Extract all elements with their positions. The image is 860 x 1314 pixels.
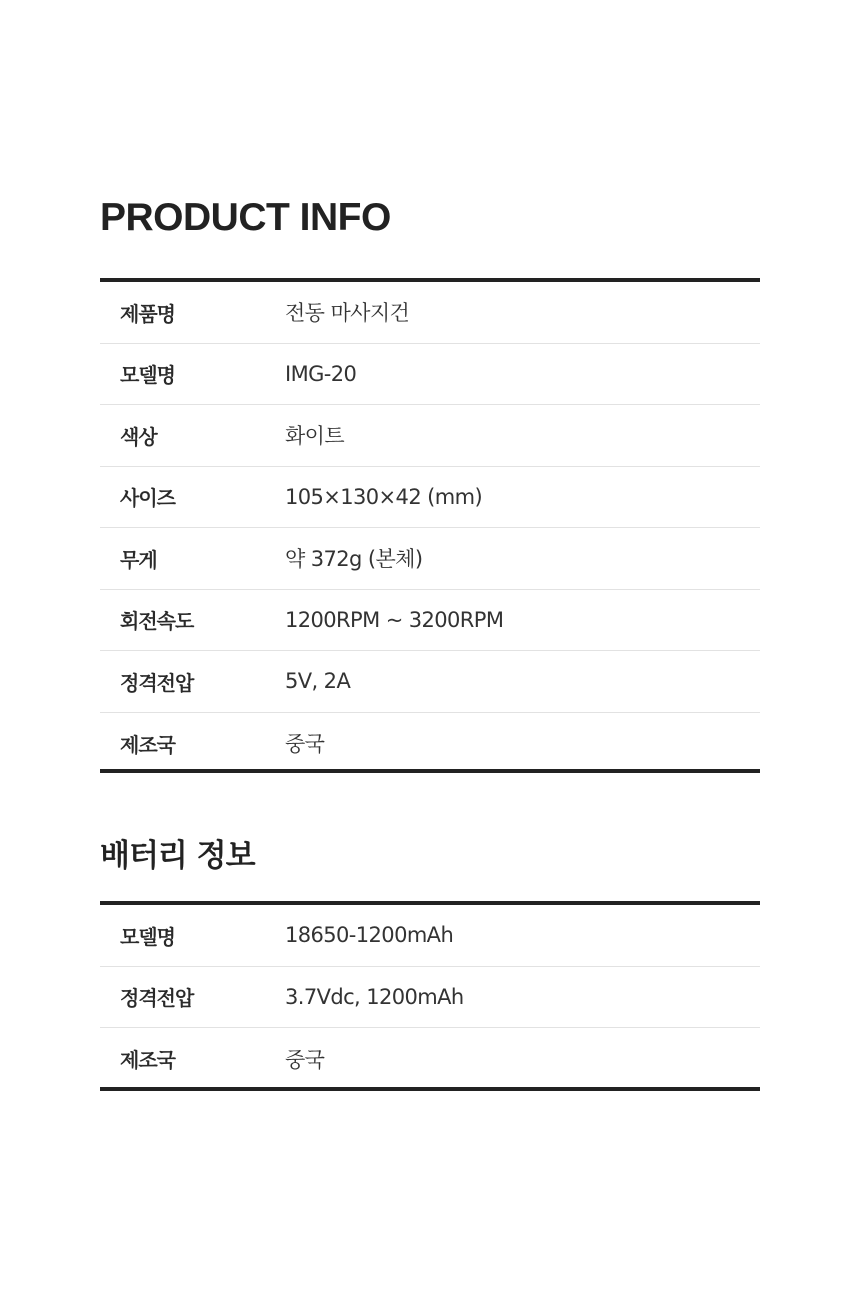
spec-label: 색상	[120, 424, 157, 449]
spec-row-color	[100, 405, 760, 467]
spec-label: 제조국	[120, 732, 175, 757]
spec-value: 5V, 2A	[285, 669, 351, 694]
spec-row-battery-country	[100, 1028, 760, 1090]
spec-value: 중국	[285, 1047, 325, 1072]
product-info-table	[100, 278, 760, 773]
spec-value: 18650-1200mAh	[285, 923, 454, 948]
spec-label: 무게	[120, 547, 157, 572]
battery-info-table	[100, 901, 760, 1091]
spec-row-size	[100, 467, 760, 529]
spec-row-country	[100, 713, 760, 775]
spec-row-product-name	[100, 282, 760, 344]
spec-label: 사이즈	[120, 486, 175, 511]
spec-label: 제조국	[120, 1048, 175, 1073]
product-info-title: PRODUCT INFO	[100, 196, 391, 239]
spec-label: 제품명	[120, 301, 175, 326]
spec-value: 1200RPM ~ 3200RPM	[285, 607, 504, 632]
spec-row-weight	[100, 528, 760, 590]
spec-value: 전동 마사지건	[285, 301, 410, 326]
spec-value: 약 372g (본체)	[285, 547, 423, 572]
spec-value: 3.7Vdc, 1200mAh	[285, 984, 464, 1009]
battery-info-title: 배터리 정보	[100, 838, 255, 874]
spec-row-rotation-speed	[100, 590, 760, 652]
spec-label: 정격전압	[120, 670, 194, 695]
spec-value: 중국	[285, 732, 325, 757]
spec-row-battery-model	[100, 905, 760, 967]
spec-value: 화이트	[285, 424, 345, 449]
spec-label: 정격전압	[120, 986, 194, 1011]
spec-row-rated-voltage	[100, 651, 760, 713]
spec-value: IMG-20	[285, 361, 357, 386]
spec-label: 회전속도	[120, 609, 194, 634]
spec-row-battery-voltage	[100, 967, 760, 1029]
spec-label: 모델명	[120, 924, 175, 949]
spec-label: 모델명	[120, 363, 175, 388]
spec-value: 105×130×42 (mm)	[285, 484, 483, 509]
spec-row-model-name	[100, 344, 760, 406]
